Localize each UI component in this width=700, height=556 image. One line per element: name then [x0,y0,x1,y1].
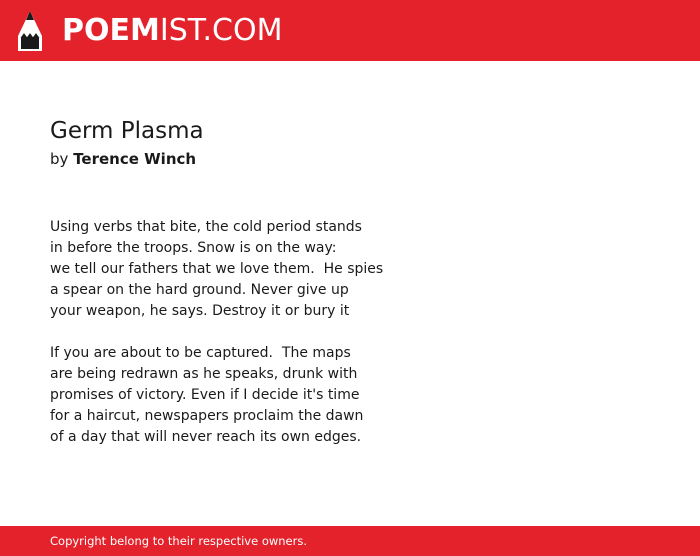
site-footer [0,526,700,556]
poem-line: are being redrawn as he speaks, drunk with [50,366,358,382]
byline [50,149,650,169]
poem-line: a spear on the hard ground. Never give up [50,282,349,298]
poem-content [50,117,650,469]
stanza [50,343,650,448]
pencil-icon[interactable] [17,10,43,52]
logo-thin-text: IST.COM [159,13,283,48]
poem-line: for a haircut, newspapers proclaim the dawn [50,408,364,424]
site-header [0,0,700,61]
site-logo[interactable] [62,13,282,49]
logo-bold-text: POEM [62,13,160,48]
poem-title: Germ Plasma [50,118,204,144]
poem-line: we tell our fathers that we love them. He spies [50,261,384,277]
by-label: by [50,150,69,168]
poem-line: your weapon, he says. Destroy it or bury it [50,303,350,319]
poem-body [50,217,650,448]
poem-line: Using verbs that bite, the cold period stands [50,219,362,235]
stanza [50,217,650,322]
poem-line: promises of victory. Even if I decide it's time [50,387,360,403]
author-name: Terence Winch [73,150,197,168]
poem-line: of a day that will never reach its own edges. [50,429,362,445]
poem-line: in before the troops. Snow is on the way: [50,240,337,256]
copyright-text: Copyright belong to their respective owners. [50,534,308,548]
poem-line: If you are about to be captured. The maps [50,345,351,361]
